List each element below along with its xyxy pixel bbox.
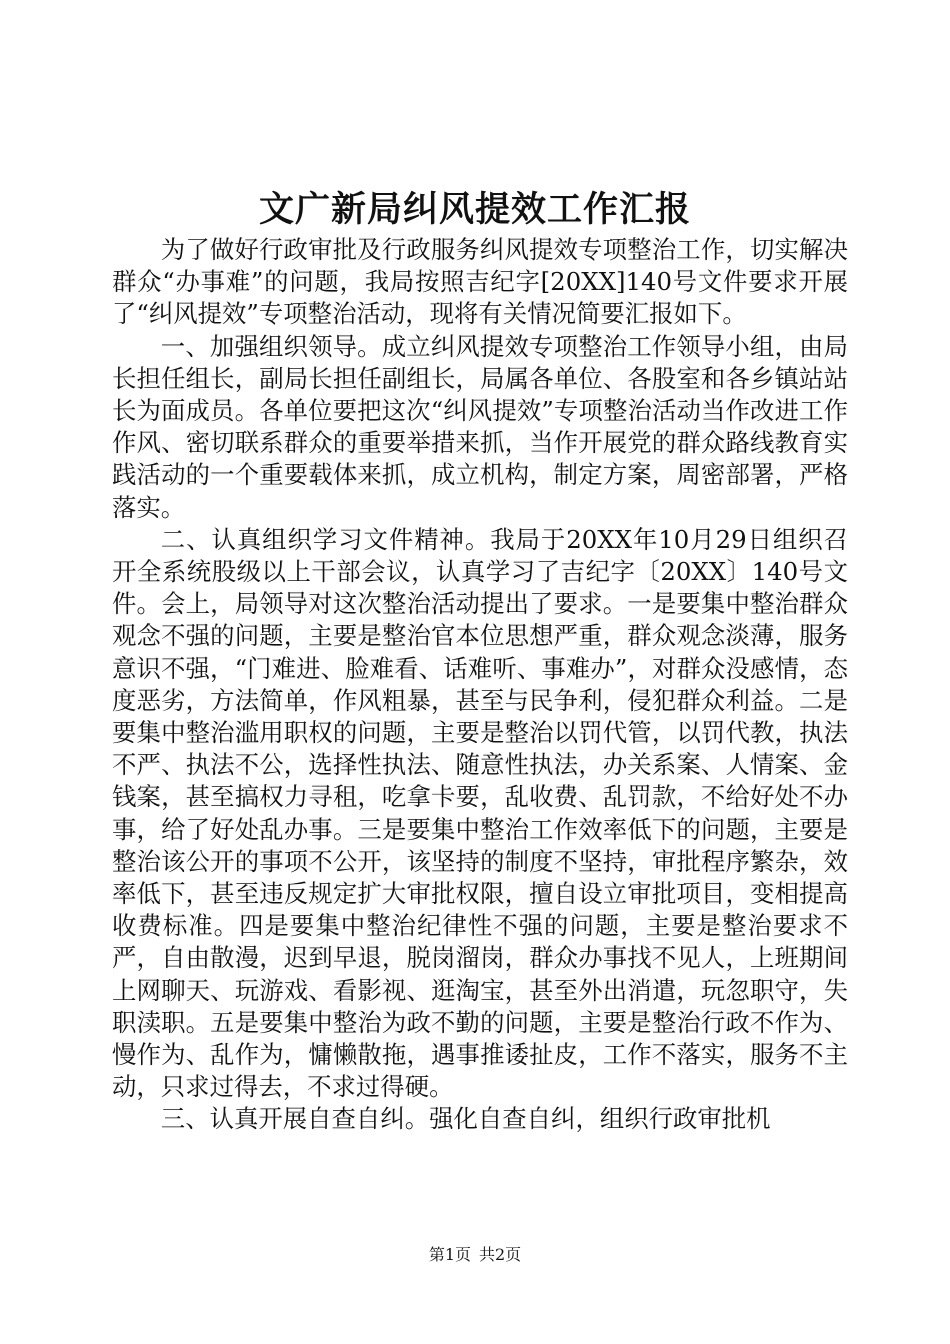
section-paragraph-organization: 一、加强组织领导。成立纠风提效专项整治工作领导小组，由局长担任组长，副局长担任副组长，局属各单位、各股室和各乡镇站站长为面成员。各单位要把这次“纠风提效”专项整治活动当作改进工作作风、密切联系群众的重要举措来抓，当作开展党的群众路线教育实践活动的一个重要载体来抓，成立机构，制定方案，周密部署，严格落实。 xyxy=(112,331,848,522)
intro-paragraph: 为了做好行政审批及行政服务纠风提效专项整治工作，切实解决群众“办事难”的问题，我局按照吉纪字[20XX]140号文件要求开展了“纠风提效”专项整治活动，现将有关情况简要汇报如下。 xyxy=(112,235,848,329)
document-body xyxy=(112,234,848,1136)
section-paragraph-study: 二、认真组织学习文件精神。我局于20XX年10月29日组织召开全系统股级以上干部会议，认真学习了吉纪字〔20XX〕140号文件。会上，局领导对这次整治活动提出了要求。一是要集中整治群众观念不强的问题，主要是整治官本位思想严重，群众观念淡薄，服务意识不强，“门难进、脸难看、话难听、事难办”，对群众没感情，态度恶劣，方法简单，作风粗暴，甚至与民争利，侵犯群众利益。二是要集中整治滥用职权的问题，主要是整治以罚代管，以罚代教，执法不严、执法不公，选择性执法、随意性执法，办关系案、人情案、金钱案，甚至搞权力寻租，吃拿卡要，乱收费、乱罚款，不给好处不办事，给了好处乱办事。三是要集中整治工作效率低下的问题，主要是整治该公开的事项不公开，该坚持的制度不坚持，审批程序繁杂，效率低下，甚至违反规定扩大审批权限，擅自设立审批项目，变相提高收费标准。四是要集中整治纪律性不强的问题，主要是整治要求不严，自由散漫，迟到早退，脱岗溜岗，群众办事找不见人，上班期间上网聊天、玩游戏、看影视、逛淘宝，甚至外出消遣，玩忽职守，失职渎职。五是要集中整治为政不勤的问题，主要是整治行政不作为、慢作为、乱作为，慵懒散拖，遇事推诿扯皮，工作不落实，服务不主动，只求过得去，不求过得硬。 xyxy=(112,524,848,1102)
page-footer xyxy=(0,1244,950,1266)
section-paragraph-self-check: 三、认真开展自查自纠。强化自查自纠，组织行政审批机 xyxy=(160,1104,771,1134)
page-number: 第1页 xyxy=(428,1245,471,1264)
document-title: 文广新局纠风提效工作汇报 xyxy=(258,189,691,230)
page-total: 共2页 xyxy=(479,1245,522,1264)
